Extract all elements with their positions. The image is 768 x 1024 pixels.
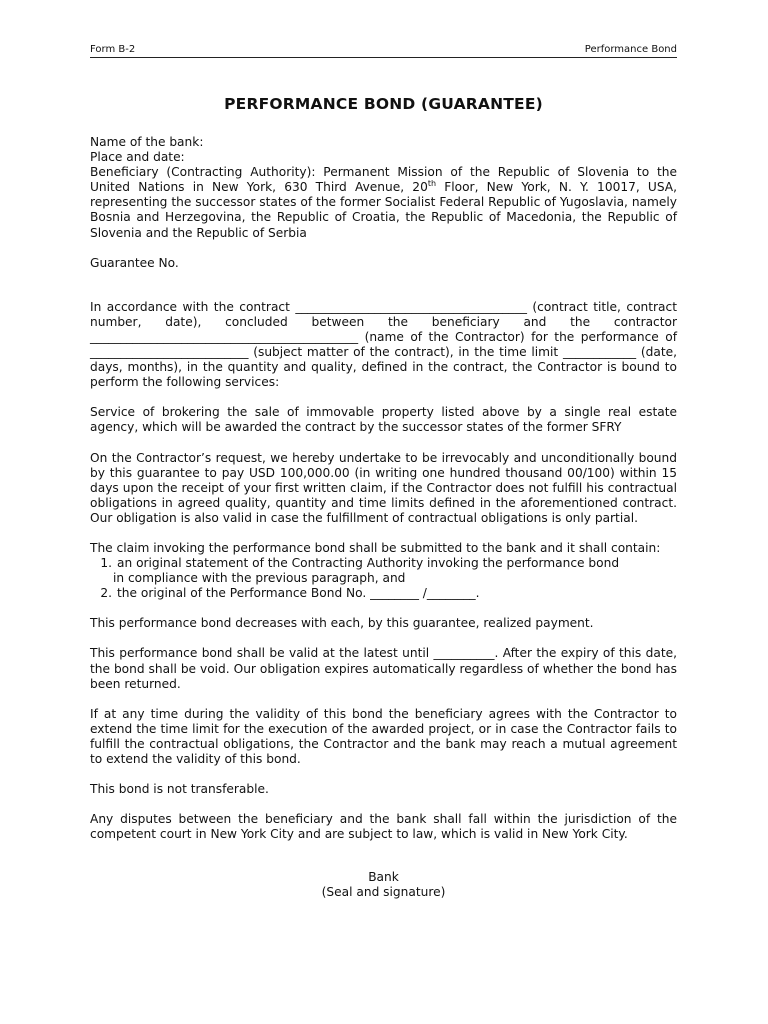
bank-label: Bank	[368, 870, 399, 885]
service-paragraph: Service of brokering the sale of immovable property listed above by a single real estate agency, which will be awarded the contract by the successor states of the former SFRY	[90, 405, 677, 435]
running-header	[90, 44, 677, 58]
decreases-paragraph: This performance bond decreases with each, by this guarantee, realized payment.	[90, 616, 594, 631]
validity-paragraph: This performance bond shall be valid at the latest until __________. After the expiry of this date, the bond shall be void. Our obligation expires automatically regardless of whether the bond has been returned.	[90, 646, 677, 691]
claim-paragraph: The claim invoking the performance bond shall be submitted to the bank and it shall contain:	[90, 540, 661, 555]
list-item: 2. the original of the Performance Bond No. ________ /________.	[100, 586, 480, 601]
bank-name-field: Name of the bank:	[90, 135, 204, 149]
contract-paragraph: In accordance with the contract ______________________________________ (contract title, contract number, date), concluded between the beneficiary and the contractor ____________________________________________ (name of the Contractor) for the performance of __________________________ (subject matter of the contract), in the time limit ____________ (date, days, months), in the quantity and quality, defined in the contract, the Contractor is bound to perform the following services:	[90, 299, 677, 390]
document-page	[90, 44, 677, 901]
transfer-paragraph: This bond is not transferable.	[90, 782, 269, 797]
document-type: Performance Bond	[584, 44, 677, 55]
seal-signature-label: (Seal and signature)	[321, 885, 446, 900]
guarantee-number-field: Guarantee No.	[90, 255, 179, 270]
place-date-field: Place and date:	[90, 150, 185, 165]
signature-block	[90, 870, 677, 900]
beneficiary-field: Beneficiary (Contracting Authority): Permanent Mission of the Republic of Slovenia to the United Nations in New York, 630 Third Avenue, 20th Floor, New York, N. Y. 10017, USA, representing the successor states of the former Socialist Federal Republic of Yugoslavia, namely Bosnia and Herzegovina, the Republic of Croatia, the Republic of Macedonia, the Republic of Slovenia and the Republic of Serbia	[90, 165, 677, 240]
claim-list	[90, 556, 677, 601]
document-title: PERFORMANCE BOND (GUARANTEE)	[224, 95, 543, 113]
list-item: 1. an original statement of the Contracting Authority invoking the performance bond in compliance with the previous paragraph, and	[100, 556, 620, 586]
disputes-paragraph: Any disputes between the beneficiary and the bank shall fall within the jurisdiction of the competent court in New York City and are subject to law, which is valid in New York City.	[90, 812, 677, 842]
form-number: Form B-2	[90, 44, 136, 55]
request-paragraph: On the Contractor’s request, we hereby undertake to be irrevocably and unconditionally bound by this guarantee to pay USD 100,000.00 (in writing one hundred thousand 00/100) within 15 days upon the receipt of your first written claim, if the Contractor does not fulfill his contractual obligations in agreed quality, quantity and time limits defined in the aforementioned contract. Our obligation is also valid in case the fulfillment of contractual obligations is only partial.	[90, 450, 677, 525]
extension-paragraph: If at any time during the validity of this bond the beneficiary agrees with the Contractor to extend the time limit for the execution of the awarded project, or in case the Contractor fails to fulfill the contractual obligations, the Contractor and the bank may reach a mutual agreement to extend the validity of this bond.	[90, 706, 677, 766]
